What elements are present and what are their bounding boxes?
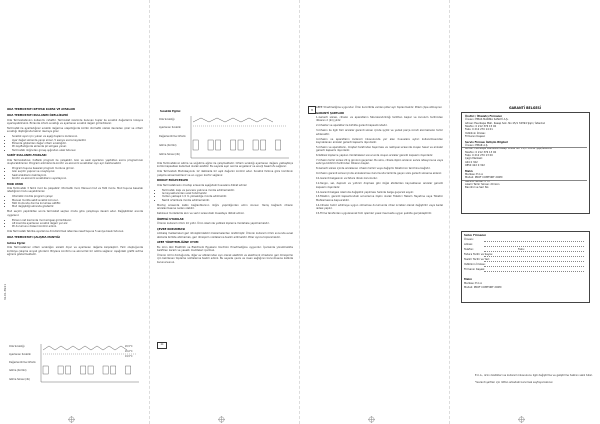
paragraph: Ürünün kullanım ömrü 10 yıldır. Ürün üzerinde yetkisiz kişilerce müdahale yapılmamalıdır. (157, 222, 270, 226)
service-line: Faks: 0 212 270 13 00 (465, 154, 493, 157)
separator-line (462, 180, 587, 181)
heating-pulse (126, 366, 131, 374)
heating-pulse (88, 366, 93, 374)
service-line: 444 0 322 (465, 160, 478, 164)
chart-ylabel: Isıtma Süresi (dk) (9, 378, 30, 381)
heating-pulse (276, 140, 281, 150)
seller-field-label: Firmanın Kaşesi: (464, 268, 486, 271)
temp-curve (43, 346, 127, 350)
manufacturer-line: Adresi: Esentepe Mah. Kasap Sok. No:15/1 34394 Şişli / İstanbul (465, 121, 546, 125)
paragraph: 5-Cihazın ve aparatların, müşteri tarafından taşınması ve nakliyesi sırasında oluşan hasar ve arızalar garanti kapsamı dışındadır. (316, 145, 443, 153)
bullet-list (7, 195, 143, 208)
footnote-1: E.C.A., ürün özellikleri ve kullanım kılavuzunu ilgili değiştirme ve geliştirme hakkını saklı tutar. (475, 374, 593, 377)
paragraph: Montaj sırasında kablo bağlantılarının doğru yapıldığından emin olunuz. Yanlış bağlantı cihazın arızalanmasına neden olabilir. (157, 203, 293, 211)
bullet-item: • Pil zayıfladığında ekranda pil simgesi yanar. (12, 145, 143, 148)
bullet-item: • Saat aralıklarını belirleyiniz. (12, 174, 143, 177)
chart-ylabel: Oda Sıcaklığı (159, 118, 175, 121)
manufacturer-line: Faks: 0 212 270 14 01 (465, 128, 493, 132)
manufacturer-line: Ünvanı: EMAS MAKİNA SANAYİ A.Ş. (465, 118, 509, 122)
seller-field-line (484, 256, 584, 257)
paragraph: Oda Termostatınızın montajı sırasında aşağıdaki hususlara dikkat ediniz: (157, 183, 248, 187)
heating-pulse (66, 366, 71, 374)
paragraph: Oda Termostatınız, haftalık program ile çalışabilir. Gün ve saat ayarlarını yaptıktan sonra programınızı oluşturabilirsiniz. Program adımlarında konfor ve ekonomi sıcaklıkları ayrı ayrı belirlenebilir. (7, 158, 143, 166)
paragraph: 6-Yetkisiz kişilerce yapılan müdahaleler sonucunda oluşan arızalar garanti kapsamı dışındadır. (316, 154, 434, 158)
manufacturer-line: Firmanın Kaşesi: (465, 134, 486, 138)
registration-mark (68, 416, 75, 423)
seller-field-line (484, 251, 584, 252)
bullet-item: • Isı kaynaklarından uzak tutulmalıdır. (162, 192, 293, 195)
service-line: 0850 422 0 322 (465, 163, 485, 167)
paragraph: Kablosuz modellerde alıcı ve verici arasındaki mesafeye dikkat ediniz. (157, 211, 245, 215)
section-heading: AEEE YÖNETMELİĞİNE UYUM (157, 241, 199, 245)
bullet-item: • Termostat, kapı ve pencere yakınına monte edilmemelidir. (162, 189, 293, 192)
section-heading: ODA TERMOSTATI KULLANIM ÖZELLİKLERİ (7, 114, 68, 118)
paragraph: 3-Cihazın ile ilgili tüm arızalar garanti süresi içinde işçilik ve yedek parça ücreti alınmaksızın tamir edilecektir. (316, 129, 443, 136)
heating-pulses (43, 366, 131, 374)
bullet-item: • Ekranın üst kısmında mod simgesi görüntülenir. (12, 219, 143, 222)
chart-ylabel: Isıtma (Kombi) (159, 144, 177, 147)
heating-pulse (81, 366, 86, 374)
chart-ylabel: Ayarlanan Sıcaklık (9, 353, 31, 356)
product-line: Modeli: PROF COMFORT 200M (465, 176, 503, 180)
seller-field-label: Adresi: (464, 243, 473, 246)
col2-text (157, 162, 293, 266)
bullet-item: • Ayar değeri ekranda yanıp söner, 5 saniye sonra kaydedilir. (12, 139, 143, 142)
heating-pulse (193, 140, 198, 150)
bullet-list (157, 189, 293, 202)
column-3 (300, 0, 448, 424)
section-heading: ÇEVRE KORUNMASI (157, 227, 186, 231)
col1-title: ODA TERMOSTATI KEYPAD KAPAK VE AYARLARI (7, 108, 76, 112)
heating-pulse (58, 366, 63, 374)
bullet-list (7, 135, 143, 152)
heating-pulse (261, 140, 266, 150)
seller-field-line (484, 246, 584, 247)
paragraph: 2-Cihazlar ve aparatlar ile birlikte garanti kapsamındadır. (316, 124, 388, 128)
seller-field-line (484, 241, 584, 242)
section-subheading: Isıtma Eğrisi (7, 241, 26, 245)
registration-mark (218, 416, 225, 423)
paragraph: Oda Termostatınızın kullanımı rahattır. Termostat üzerinde bulunan tuşlar ile sıcaklık değerlerini kolayca ayarlayabilirsiniz. Ekranda ortam sıcaklığı ve ayarlanan sıcaklık değeri görüntülenir. (7, 118, 143, 125)
heating-pulse (103, 366, 108, 374)
column-2 (150, 0, 298, 424)
seller-faks-label: Faks: (518, 248, 525, 251)
section-heading: MOD AYARI (7, 182, 24, 186)
bullet-item: • Program tuşuna basarak program moduna giriniz. (12, 167, 143, 170)
weee-icon: ⌧ (157, 342, 167, 349)
paragraph: AEEE Yönetmeliğine uygundur. Ürün ile birlikte verilen piller ayrı toplanmalıdır. Pilleri çöpe atmayınız. (316, 106, 443, 109)
paragraph: 7-Cihazın tamir süresi 20 iş gününü geçemez. Bu süre, cihaza ilişkin arızanın servis istasyonuna veya satıcıya bildirimi tarihinden itibaren başlar. (316, 159, 443, 166)
heating-pulses (193, 140, 281, 150)
fold-line (449, 0, 450, 424)
seller-field-line (484, 271, 584, 272)
heating-curve-chart-2 (157, 108, 295, 160)
heating-pulse (43, 366, 48, 374)
registration-mark (368, 416, 375, 423)
paragraph: 12-Garanti belgesi üzerinde değişiklik yapılması halinde belge geçersiz sayılır. (316, 190, 414, 194)
section-heading: DIKKAT EDİLECEKLER (157, 179, 189, 183)
product-line: Garanti Süresi: 2 Yıl (465, 179, 490, 183)
service-heading: Servis Firması İletişim Bilgileri (465, 140, 509, 144)
paragraph: 1-Garanti süresi, cihazın ve aparatların faturalandırıldığı tarihten başlar ve kurulum tarihinden itibaren 2 (iki) yıldır. (316, 116, 443, 123)
section-heading: ODA TERMOSTATI ÇALIŞMA MANTIĞI (7, 236, 60, 240)
footnote-2: *Garanti şartları için lütfen arkadaki kurumsal sayfaya bakınız. (475, 381, 554, 384)
seller-field-line (484, 261, 584, 262)
col1-text (7, 106, 143, 258)
seller-form (461, 231, 590, 303)
chart-ylabel: Değerlendirme Ortamı (159, 135, 186, 138)
heating-pulse (238, 140, 243, 150)
battery-disposal-icon: ✕ (308, 106, 316, 114)
col3-text (316, 106, 443, 217)
product2-brand: Markası: E.C.A (464, 282, 482, 285)
bullet-item: • Pil durumunu düzenli kontrol ediniz. (12, 225, 143, 228)
bullet-item: • Gün seçimi yapınız ve onaylayınız. (12, 170, 143, 173)
seller-field-label: Ünvanı: (464, 238, 474, 241)
chart-side-label: 19,5°C (125, 355, 133, 358)
bullet-list (7, 167, 143, 180)
warranty-info-box (461, 112, 590, 214)
heating-pulse (231, 140, 236, 150)
bullet-item: • Alt kısımda ayarlanan sıcaklık değeri yer alır. (12, 222, 143, 225)
bullet-item: • Otomatik modda program çalışır. (12, 195, 143, 198)
seller-field-label: Fatura Tarihi ve Sayısı: (464, 253, 494, 256)
chart-title: Sıcaklık Eğrisi (160, 110, 181, 113)
temp-curve (193, 118, 273, 122)
paragraph: Oda Termostatı fabrika ayarlarına döndürülmek istenirse reset tuşuna 5 saniye basılı tutunuz. (7, 230, 124, 234)
product-line: Azami Tamir Süresi: 20 Gün (465, 183, 500, 186)
bullet-item: • Tatil modunda donma koruması aktiftir. (12, 202, 143, 205)
bullet-item: • Mod değişikliği ekranda gösterilir. (12, 205, 143, 208)
heating-pulse (216, 140, 221, 150)
heating-pulse (208, 140, 213, 150)
bullet-item: • Sıcaklık ayarı için yukarı ve aşağı tuşlarını kullanınız. (12, 135, 143, 138)
paragraph: 9-Cihazın garanti süresi içinde arızalanması durumunda tamirde geçen süre garanti süresine eklenir. (316, 172, 442, 176)
paragraph: Oda Termostatı 3 farklı mod ile çalışabilir: Otomatik mod, Manuel mod ve Tatil modu. Mod tuşuna basarak istediğiniz modu seçebilirsiniz. (7, 187, 143, 194)
chart-ylabel: Oda Sıcaklığı (9, 345, 25, 348)
product-line: Markası: E.C.A (465, 173, 483, 177)
heating-pulse (111, 366, 116, 374)
paragraph: 11-Yangın, sel, deprem ve yıldırım düşmesi gibi doğal afetlerden kaynaklanan arızalar garanti kapsamı dışındadır. (316, 182, 443, 189)
paragraph: 13-Tüketici, garanti kapsamındaki sorunlarına ilişkin olarak Tüketici Hakem Heyetine veya Tüketici Mahkemesine başvurabilir. (316, 195, 443, 202)
product2-model: Modeli: PROF COMFORT 200M (464, 286, 502, 289)
registration-mark (518, 416, 525, 423)
warranty-title: GARANTİ BELGESİ (508, 106, 542, 110)
manufacturer-line: Telefon: 0 212 376 15 00 (465, 125, 497, 128)
paragraph: 4-Cihazın ve aparatların kullanım kılavuzunda yer alan hususlara aykırı kullanılmasından kaynaklanan arızalar garanti kapsamı dışındadır. (316, 137, 443, 144)
manufacturer-line: Yetkilinin İmzası: (465, 131, 486, 135)
chart-ylabel: Isıtma (Kombi) (9, 369, 27, 372)
heating-pulse (253, 140, 258, 150)
seller-field-line (484, 266, 584, 267)
bullet-item: • Ekranda gösterilen değer ortam sıcaklığıdır. (12, 142, 143, 145)
product2-heading: Malın (464, 278, 472, 281)
section-heading: GARANTİ ŞARTLARI (316, 111, 345, 115)
manufacturer-heading: Üretici / İthalatçı Firmanın (465, 115, 503, 118)
seller-field-label: Teslim Tarihi ve Yeri: (464, 258, 491, 261)
paragraph: 10-Garanti belgesinin ve fatura ibrazı zorunludur. (316, 177, 378, 181)
bullet-item: • Konfor ve ekonomi sıcaklıklarını ayarlayınız. (12, 177, 143, 180)
bullet-item: • Termostatı doğrudan güneş ışığından uzak tutunuz. (12, 149, 143, 152)
seller-heading: Satıcı Firmanın (464, 233, 487, 237)
heating-curve-chart-1 (7, 340, 145, 384)
column-1 (0, 0, 148, 424)
paragraph: Bu ürün Atık Elektrikli ve Elektronik Eşyaların Kontrolü Yönetmeliğine uygundur. İçerisinde yönetmelikte belirtilen zararlı ve yasaklı maddeleri içermez. (157, 245, 293, 253)
paragraph: Termostat ile ayarladığınız sıcaklık değerine ulaşıldığında kombi otomatik olarak devreden çıkar ve ortam sıcaklığı düştüğünde tekrar devreye girer. (7, 126, 143, 134)
bullet-item: • Manuel modda sabit sıcaklık korunur. (12, 199, 143, 202)
section-heading: ÖNEMLİ UYARILAR (157, 217, 184, 221)
chart-ylabel: Isıtma Süresi (dk) (159, 153, 180, 156)
paragraph: Oda Termostatınız ortam sıcaklığını sürekli ölçer ve ayarlanan değerle karşılaştırır. Fark oluştuğunda kombiye çalışma sinyali gönderir. Böylece konforlu ve ekonomik bir ısıtma sağlanır. Aşağıdaki grafik ısıtma eğrisini göstermektedir. (7, 246, 143, 256)
chart-side-label: 20,0°C (125, 350, 133, 353)
bullet-list (7, 219, 143, 229)
seller-field-label: Yetkilinin İmzası: (464, 263, 486, 266)
paragraph: Ürünün ömrü dolduğunda, diğer ev atıklarından ayrı olarak elektrikli ve elektronik cihazların geri dönüşümü için belirlenen toplama noktalarına teslim ediniz. Bu sayede çevre ve insan sağlığının korunmasına katkıda bulunursunuz. (157, 254, 293, 264)
section-heading: SABİT KULLANIM AYARLARI (7, 154, 47, 158)
service-line: Çağrı Merkezi: (465, 157, 483, 161)
paragraph: Oda Termostatı Modülasyonlu 12 dakikada bir eşik değerini kontrol eder. Sıcaklık farkına göre kombinin çalışma süresi belirlenir ve en uygun konfor sağlanır. (157, 170, 293, 177)
chart-side-label: 20,5°C (125, 345, 133, 348)
service-line: Telefon: 0 212 376 13 00 (465, 150, 497, 154)
paragraph: Mod seçimi yapıldıktan sonra termostat seçilen moda göre çalışmaya devam eder. Değişiklikler anında uygulanır. (7, 210, 143, 217)
bullet-item: • Nemli ortamlara monte edilmemelidir. (162, 199, 293, 202)
paragraph: Ambalaj malzemeleri geri dönüştürülebilir malzemelerden üretilmiştir. Ürünün kullanım ömrü sonunda evsel atıklarla birlikte atılmamalı, geri dönüşüm noktalarına teslim edilmelidir. Piller ayrıca toplanmalıdır. (157, 232, 293, 239)
product-line: Bandrol ve Seri No: (465, 186, 490, 190)
chart-ylabel: Ayarlanan Sıcaklık (159, 126, 181, 129)
document-code: VL01-8921 (3, 283, 7, 300)
paragraph: Oda Termostatınız ısıtma ve soğutma eğrisi ile çalışmaktadır. Ortam sıcaklığı ayarlanan değere yaklaştıkça kombi kapasitesi kademeli olarak azaltılır. Bu sayede aşırı ısınma engellenir ve enerji tasarrufu sağlanır. (157, 162, 293, 169)
seller-field-label: Telefon: (464, 248, 475, 251)
paragraph: 14-Cihazın tamir edilmeye uygun olmaması durumunda cihaz ücretsiz olarak değiştirilir veya bedel iadesi yapılır. (316, 203, 443, 211)
service-line: Adresi: Esentepe Mahallesi Kasap Sokak No: 15/1 34394 Şişli/İstanbul (465, 147, 553, 151)
service-line: Ünvanı: EMAR A.Ş. (465, 144, 489, 148)
paragraph: 8-Garanti süresi içinde arızalanan cihazın tamiri veya değişimi tüketicinin tercihine bağlıdır. (316, 167, 431, 171)
chart-ylabel: Değerlendirme Ortamı (9, 361, 36, 364)
bullet-item: • Yerden yaklaşık 1,5 m yüksekliğe monte edilmelidir. (162, 195, 293, 198)
product-heading: Malın (465, 169, 473, 173)
paragraph: 15-Firma tarafından uygulanacak tüm işlemler yasal mevzuata uygun şekilde gerçekleştirilir. (316, 212, 432, 216)
